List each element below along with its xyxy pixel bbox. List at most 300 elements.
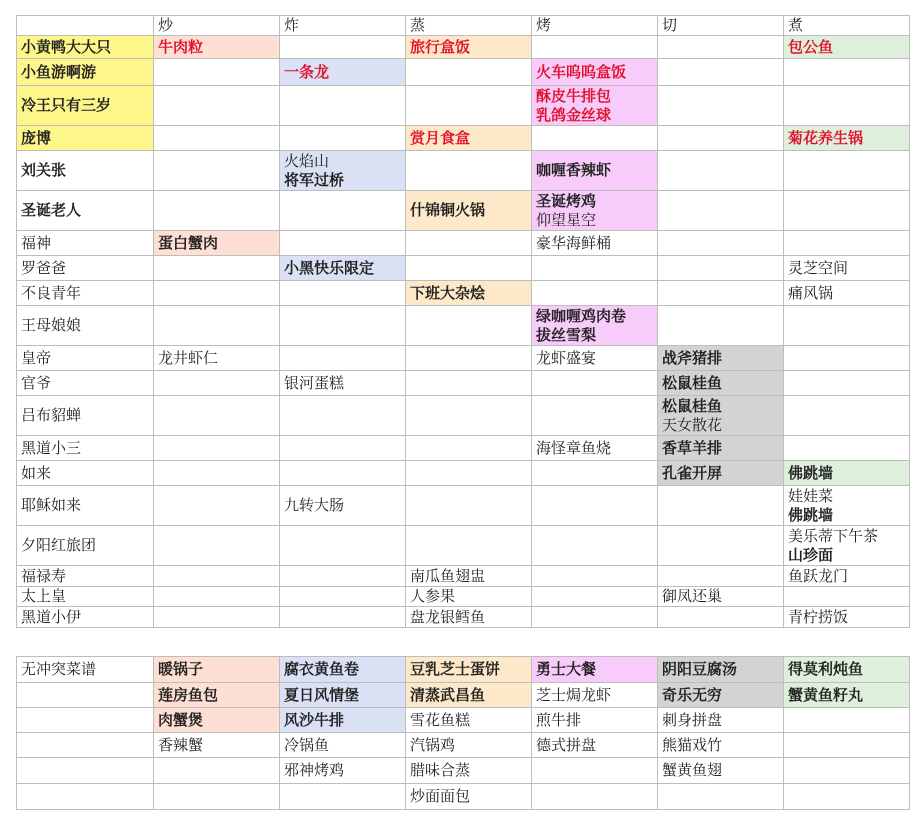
- table-cell: [658, 784, 784, 810]
- table-cell: [532, 566, 658, 587]
- table-cell: [658, 126, 784, 151]
- cell-text: 小鱼游啊游: [21, 62, 97, 81]
- table-cell: [406, 566, 532, 587]
- cell-text: 牛肉粒: [158, 37, 204, 56]
- cell-text: 王母娘娘: [21, 316, 82, 334]
- cell-text: 旅行盒饭: [410, 37, 471, 56]
- table-cell: [406, 371, 532, 396]
- menu-row-label: [17, 784, 154, 810]
- table-cell: [280, 587, 406, 607]
- cell-text: 刺身拼盘: [662, 710, 723, 729]
- table-cell: [784, 526, 910, 566]
- cell-text: 无冲突菜谱: [21, 660, 97, 678]
- table-cell: [406, 231, 532, 256]
- table-cell: [784, 231, 910, 256]
- main-row-label: [17, 461, 154, 486]
- main-row-label: [17, 86, 154, 126]
- table-cell: [532, 59, 658, 86]
- table-cell: [406, 784, 532, 810]
- table-cell: [784, 371, 910, 396]
- table-cell: [280, 566, 406, 587]
- table-cell: [406, 346, 532, 371]
- table-cell: [532, 733, 658, 758]
- table-cell: [658, 371, 784, 396]
- table-cell: [784, 126, 910, 151]
- table-cell: [784, 758, 910, 784]
- cell-text: 将军过桥: [284, 170, 345, 189]
- cell-text: 仰望星空: [536, 210, 597, 229]
- table-cell: [280, 396, 406, 436]
- table-cell: [784, 708, 910, 733]
- table-cell: [280, 708, 406, 733]
- table-cell: [658, 59, 784, 86]
- main-row-label: [17, 587, 154, 607]
- cell-text: 赏月食盒: [410, 128, 471, 147]
- table-cell: [154, 256, 280, 281]
- column-header: 煮: [784, 16, 910, 36]
- main-row: [17, 371, 910, 396]
- table-cell: [280, 256, 406, 281]
- table-cell: [406, 587, 532, 607]
- cell-text: 包公鱼: [788, 37, 834, 56]
- cell-text: 松鼠桂鱼: [662, 396, 723, 415]
- table-cell: [406, 486, 532, 526]
- table-cell: [154, 607, 280, 628]
- main-row: [17, 486, 910, 526]
- cell-text: 得莫利炖鱼: [788, 660, 864, 678]
- cell-text: 莲房鱼包: [158, 685, 219, 704]
- table-cell: [406, 256, 532, 281]
- cell-text: 下班大杂烩: [410, 283, 486, 302]
- main-row-label: [17, 59, 154, 86]
- table-cell: [784, 396, 910, 436]
- table-cell: [280, 281, 406, 306]
- table-cell: [784, 657, 910, 683]
- table-cell: [658, 566, 784, 587]
- table-cell: [406, 281, 532, 306]
- cell-text: 龙虾盛宴: [536, 348, 597, 367]
- cell-text: 青柠捞饭: [788, 607, 849, 626]
- cell-text: 龙井虾仁: [158, 348, 219, 367]
- table-cell: [532, 461, 658, 486]
- table-cell: [280, 784, 406, 810]
- table-cell: [406, 396, 532, 436]
- main-row: [17, 461, 910, 486]
- cell-text: 罗爸爸: [21, 258, 67, 277]
- main-row: [17, 151, 910, 191]
- cell-text: 官爷: [21, 373, 52, 392]
- table-cell: [784, 151, 910, 191]
- table-cell: [406, 758, 532, 784]
- cell-text: 酥皮牛排包: [536, 86, 612, 105]
- table-cell: [784, 191, 910, 231]
- cell-text: 阴阳豆腐汤: [662, 660, 738, 678]
- table-cell: [280, 657, 406, 683]
- table-cell: [784, 306, 910, 346]
- menu-row: [17, 784, 910, 810]
- cell-text: 绿咖喱鸡肉卷: [536, 306, 627, 325]
- column-header: [17, 16, 154, 36]
- main-row: [17, 566, 910, 587]
- table-cell: [406, 306, 532, 346]
- table-cell: [280, 151, 406, 191]
- table-cell: [532, 607, 658, 628]
- cell-text: 什锦铜火锅: [410, 201, 486, 219]
- table-cell: [784, 566, 910, 587]
- table-cell: [406, 126, 532, 151]
- table-cell: [658, 256, 784, 281]
- main-row-label: [17, 256, 154, 281]
- main-row: [17, 306, 910, 346]
- table-cell: [406, 86, 532, 126]
- cell-text: 汽锅鸡: [410, 735, 456, 754]
- table-cell: [280, 371, 406, 396]
- table-cell: [532, 784, 658, 810]
- cell-text: 蟹黄鱼翅: [662, 761, 723, 779]
- main-row: [17, 86, 910, 126]
- main-row-label: [17, 36, 154, 59]
- cell-text: 盘龙银鳕鱼: [410, 607, 486, 626]
- table-cell: [154, 657, 280, 683]
- table-cell: [532, 758, 658, 784]
- cell-text: 圣诞老人: [21, 201, 82, 219]
- cell-text: 太上皇: [21, 587, 67, 605]
- cell-text: 黑道小三: [21, 438, 82, 457]
- table-cell: [406, 683, 532, 708]
- table-cell: [154, 733, 280, 758]
- cell-text: 如来: [21, 463, 52, 482]
- recipe-assignment-table: [16, 15, 910, 628]
- table-cell: [784, 784, 910, 810]
- column-header: 蒸: [406, 16, 532, 36]
- table-cell: [532, 396, 658, 436]
- table-cell: [406, 461, 532, 486]
- cell-text: 九转大肠: [284, 496, 345, 514]
- table-cell: [784, 587, 910, 607]
- table-cell: [406, 191, 532, 231]
- column-header: 炒: [154, 16, 280, 36]
- table-cell: [658, 461, 784, 486]
- table-cell: [406, 526, 532, 566]
- table-cell: [280, 486, 406, 526]
- table-cell: [406, 607, 532, 628]
- cell-text: 蟹黄鱼籽丸: [788, 685, 864, 704]
- table-cell: [280, 86, 406, 126]
- table-cell: [784, 86, 910, 126]
- table-cell: [280, 526, 406, 566]
- table-cell: [784, 486, 910, 526]
- table-cell: [154, 59, 280, 86]
- table-cell: [154, 566, 280, 587]
- no-conflict-menu-body: [17, 657, 910, 810]
- table-cell: [406, 436, 532, 461]
- cell-text: 冷王只有三岁: [21, 96, 112, 114]
- cell-text: 黑道小伊: [21, 607, 82, 626]
- cell-text: 南瓜鱼翅盅: [410, 566, 486, 585]
- main-row-label: [17, 566, 154, 587]
- main-row: [17, 231, 910, 256]
- cell-text: 清蒸武昌鱼: [410, 685, 486, 704]
- table-cell: [406, 708, 532, 733]
- menu-row-label: [17, 758, 154, 784]
- table-cell: [784, 607, 910, 628]
- table-cell: [406, 151, 532, 191]
- table-cell: [280, 126, 406, 151]
- cell-text: 娃娃菜: [788, 486, 834, 505]
- table-cell: [532, 191, 658, 231]
- table-cell: [658, 486, 784, 526]
- table-cell: [658, 587, 784, 607]
- table-cell: [532, 436, 658, 461]
- table-cell: [280, 683, 406, 708]
- table-cell: [154, 486, 280, 526]
- table-cell: [658, 281, 784, 306]
- table-cell: [532, 231, 658, 256]
- cell-text: 海怪章鱼烧: [536, 438, 612, 457]
- cell-text: 天女散花: [662, 415, 723, 434]
- table-cell: [532, 281, 658, 306]
- table-cell: [784, 461, 910, 486]
- cell-text: 煎牛排: [536, 710, 582, 729]
- main-row-label: [17, 436, 154, 461]
- table-cell: [784, 436, 910, 461]
- table-cell: [658, 708, 784, 733]
- table-cell: [154, 126, 280, 151]
- table-cell: [658, 396, 784, 436]
- table-cell: [658, 86, 784, 126]
- table-cell: [532, 306, 658, 346]
- cell-text: 耶稣如来: [21, 496, 82, 514]
- main-row-label: [17, 371, 154, 396]
- table-cell: [532, 371, 658, 396]
- table-cell: [658, 36, 784, 59]
- table-cell: [280, 733, 406, 758]
- cell-text: 庞博: [21, 128, 52, 147]
- cell-text: 痛风锅: [788, 283, 834, 302]
- table-cell: [154, 36, 280, 59]
- menu-row-label: [17, 683, 154, 708]
- main-row: [17, 396, 910, 436]
- cell-text: 福禄寿: [21, 566, 67, 585]
- table-cell: [532, 486, 658, 526]
- table-cell: [658, 346, 784, 371]
- cell-text: 冷锅鱼: [284, 735, 330, 754]
- table-cell: [784, 733, 910, 758]
- table-cell: [658, 436, 784, 461]
- table-cell: [280, 59, 406, 86]
- main-row: [17, 281, 910, 306]
- main-row: [17, 346, 910, 371]
- table-cell: [406, 59, 532, 86]
- cell-text: 福神: [21, 233, 52, 252]
- cell-text: 肉蟹煲: [158, 710, 204, 729]
- table-cell: [532, 256, 658, 281]
- cell-text: 松鼠桂鱼: [662, 373, 723, 392]
- table-cell: [532, 587, 658, 607]
- cell-text: 灵芝空间: [788, 258, 849, 277]
- cell-text: 雪花鱼糕: [410, 710, 471, 729]
- table-cell: [784, 683, 910, 708]
- table-cell: [532, 151, 658, 191]
- cell-text: 战斧猪排: [662, 348, 723, 367]
- main-row-label: [17, 126, 154, 151]
- table-cell: [658, 526, 784, 566]
- table-cell: [154, 461, 280, 486]
- menu-row: [17, 758, 910, 784]
- cell-text: 奇乐无穷: [662, 685, 723, 704]
- table-cell: [532, 86, 658, 126]
- table-cell: [784, 281, 910, 306]
- menu-row: [17, 708, 910, 733]
- main-row-label: [17, 486, 154, 526]
- table-cell: [154, 191, 280, 231]
- table-cell: [784, 256, 910, 281]
- menu-row-label: [17, 657, 154, 683]
- menu-row: [17, 733, 910, 758]
- cell-text: 豆乳芝士蛋饼: [410, 660, 501, 678]
- main-row-label: [17, 281, 154, 306]
- main-row-label: [17, 306, 154, 346]
- table-cell: [532, 657, 658, 683]
- cell-text: 吕布貂蝉: [21, 406, 82, 424]
- cell-text: 炒面面包: [410, 787, 471, 805]
- main-row-label: [17, 396, 154, 436]
- table-cell: [658, 758, 784, 784]
- table-cell: [532, 36, 658, 59]
- table-cell: [406, 36, 532, 59]
- main-row-label: [17, 346, 154, 371]
- table-cell: [280, 306, 406, 346]
- recipe-assignment-body: [17, 16, 910, 628]
- table-cell: [154, 86, 280, 126]
- table-cell: [154, 708, 280, 733]
- main-row-label: [17, 607, 154, 628]
- main-row: [17, 607, 910, 628]
- table-cell: [154, 683, 280, 708]
- table-cell: [532, 526, 658, 566]
- main-row: [17, 191, 910, 231]
- cell-text: 乳鸽金丝球: [536, 105, 612, 124]
- table-cell: [280, 758, 406, 784]
- cell-text: 勇士大餐: [536, 660, 597, 678]
- cell-text: 山珍面: [788, 545, 834, 564]
- table-cell: [280, 36, 406, 59]
- table-cell: [532, 126, 658, 151]
- table-cell: [658, 191, 784, 231]
- cell-text: 芝士焗龙虾: [536, 685, 612, 704]
- main-row: [17, 436, 910, 461]
- cell-text: 咖喱香辣虾: [536, 161, 612, 179]
- main-row: [17, 36, 910, 59]
- cell-text: 刘关张: [21, 161, 67, 179]
- table-cell: [154, 151, 280, 191]
- table-cell: [532, 683, 658, 708]
- table-cell: [784, 36, 910, 59]
- main-row: [17, 59, 910, 86]
- cell-text: 香草羊排: [662, 438, 723, 457]
- cell-text: 美乐蒂下午茶: [788, 526, 879, 545]
- cell-text: 人参果: [410, 587, 456, 605]
- cell-text: 小黑快乐限定: [284, 258, 375, 277]
- cell-text: 夏日风情堡: [284, 685, 360, 704]
- table-cell: [280, 231, 406, 256]
- main-row-label: [17, 231, 154, 256]
- cell-text: 邪神烤鸡: [284, 761, 345, 779]
- column-header: 炸: [280, 16, 406, 36]
- menu-row: [17, 683, 910, 708]
- main-row: [17, 526, 910, 566]
- cell-text: 拔丝雪梨: [536, 325, 597, 344]
- table-cell: [280, 436, 406, 461]
- table-cell: [658, 733, 784, 758]
- table-cell: [280, 346, 406, 371]
- cell-text: 腐衣黄鱼卷: [284, 660, 360, 678]
- cell-text: 圣诞烤鸡: [536, 191, 597, 210]
- cell-text: 银河蛋糕: [284, 373, 345, 392]
- table-cell: [280, 461, 406, 486]
- main-row-label: [17, 191, 154, 231]
- cell-text: 暖锅子: [158, 660, 204, 678]
- table-cell: [784, 346, 910, 371]
- cell-text: 小黄鸭大大只: [21, 37, 112, 56]
- column-header: 烤: [532, 16, 658, 36]
- table-cell: [532, 346, 658, 371]
- table-cell: [658, 657, 784, 683]
- table-cell: [406, 733, 532, 758]
- cell-text: 香辣蟹: [158, 735, 204, 754]
- table-cell: [406, 657, 532, 683]
- main-row: [17, 126, 910, 151]
- table-cell: [658, 683, 784, 708]
- cell-text: 火焰山: [284, 151, 330, 170]
- cell-text: 鱼跃龙门: [788, 566, 849, 585]
- cell-text: 豪华海鲜桶: [536, 233, 612, 252]
- table-cell: [154, 784, 280, 810]
- table-cell: [280, 191, 406, 231]
- cell-text: 德式拼盘: [536, 735, 597, 754]
- menu-row-label: [17, 708, 154, 733]
- cell-text: 火车呜呜盒饭: [536, 62, 627, 81]
- cell-text: 皇帝: [21, 348, 52, 367]
- table-cell: [154, 281, 280, 306]
- cell-text: 菊花养生锅: [788, 128, 864, 147]
- cell-text: 蛋白蟹肉: [158, 233, 219, 252]
- header-row: [17, 16, 910, 36]
- table-cell: [658, 607, 784, 628]
- cell-text: 一条龙: [284, 62, 330, 81]
- main-row: [17, 587, 910, 607]
- cell-text: 御凤还巢: [662, 587, 723, 605]
- table-cell: [154, 526, 280, 566]
- main-row-label: [17, 151, 154, 191]
- main-row-label: [17, 526, 154, 566]
- main-row: [17, 256, 910, 281]
- cell-text: 佛跳墙: [788, 505, 834, 524]
- cell-text: 佛跳墙: [788, 463, 834, 482]
- cell-text: 孔雀开屏: [662, 463, 723, 482]
- column-header: 切: [658, 16, 784, 36]
- table-cell: [154, 346, 280, 371]
- cell-text: 腊味合蒸: [410, 761, 471, 779]
- cell-text: 不良青年: [21, 283, 82, 302]
- table-cell: [280, 607, 406, 628]
- table-cell: [784, 59, 910, 86]
- table-cell: [658, 231, 784, 256]
- cell-text: 夕阳红旅团: [21, 536, 97, 554]
- table-cell: [658, 306, 784, 346]
- cell-text: 风沙牛排: [284, 710, 345, 729]
- table-cell: [658, 151, 784, 191]
